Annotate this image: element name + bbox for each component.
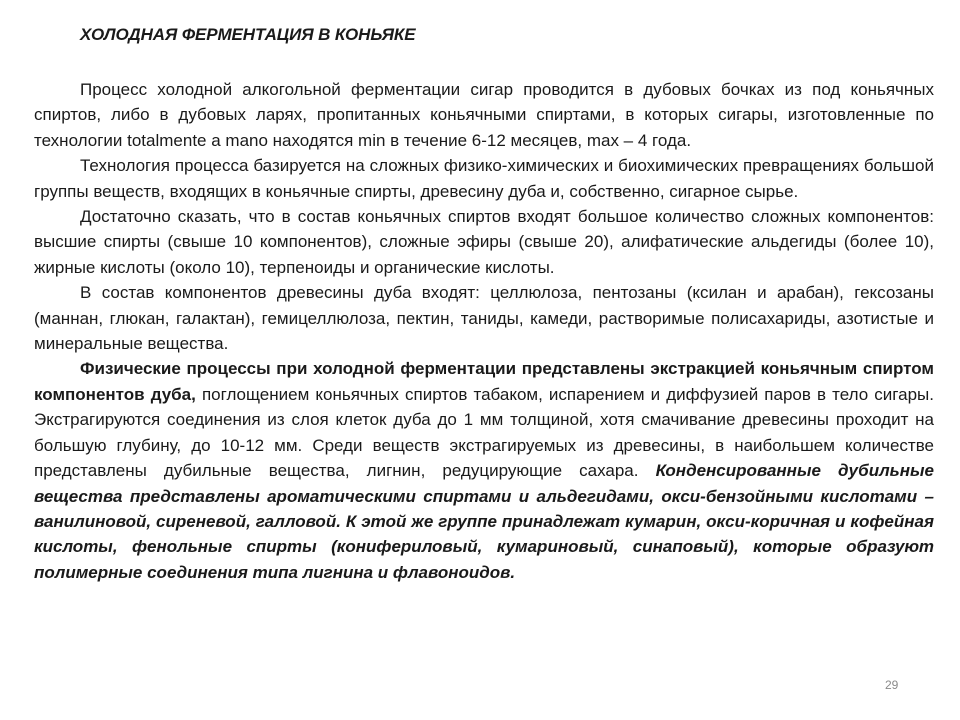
paragraph-5-bold-lead: Физические процессы при холодной ферментации представлены экстракцией коньячным спиртом компонентов дуба, (34, 359, 934, 404)
paragraph-2: Технология процесса базируется на сложных физико-химических и биохимических превращениях большой группы веществ, входящих в коньячные спирты, древесину дуба и, собственно, сигарное сырье. (34, 156, 934, 201)
slide-title: ХОЛОДНАЯ ФЕРМЕНТАЦИЯ В КОНЬЯКЕ (80, 25, 416, 44)
paragraph-1: Процесс холодной алкогольной ферментации сигар проводится в дубовых бочках из под коньячных спиртов, либо в дубовых ларях, пропитанных коньячными спиртами, в которых сигары, изготовленные по технологии totalmente a mano находятся min в течение 6-12 месяцев, max – 4 года. (34, 80, 934, 150)
paragraph-4: В состав компонентов древесины дуба входят: целлюлоза, пентозаны (ксилан и арабан), гексозаны (маннан, глюкан, галактан), гемицеллюлоза, пектин, таниды, камеди, растворимые полисахариды, азотистые и минеральные вещества. (34, 283, 934, 354)
page-number: 29 (885, 678, 899, 692)
paragraph-3: Достаточно сказать, что в состав коньячных спиртов входят большое количество сложных компонентов: высшие спирты (свыше 10 компонентов), сложные эфиры (свыше 20), алифатические альдегиды (более 10), жирные кислоты (около 10), терпеноиды и органические кислоты. (34, 207, 934, 277)
paragraph-5-body: поглощением коньячных спиртов табаком, испарением и диффузией паров в тело сигары. Экстрагируются соединения из слоя клеток дуба до 1 мм толщиной, хотя смачивание древесины проходит на большую глубину, до 10-12 мм. Среди веществ экстрагируемых из древесины, в наибольшем количестве представлены дубильные вещества, лигнин, редуцирующие сахара. (34, 384, 934, 481)
paragraph-5-bold-italic: Конденсированные дубильные вещества представлены ароматическими спиртами и альдегидами, окси-бензойными кислотами – ванилиновой, сиреневой, галловой. К этой же группе принадлежат кумарин, окси-коричная и кофейная кислоты, фенольные спирты (конифериловый, кумариновый, синаповый), которые образуют полимерные соединения типа лигнина и флавоноидов. (34, 461, 935, 582)
slide-body (34, 77, 934, 585)
paragraph-5 (34, 356, 934, 585)
